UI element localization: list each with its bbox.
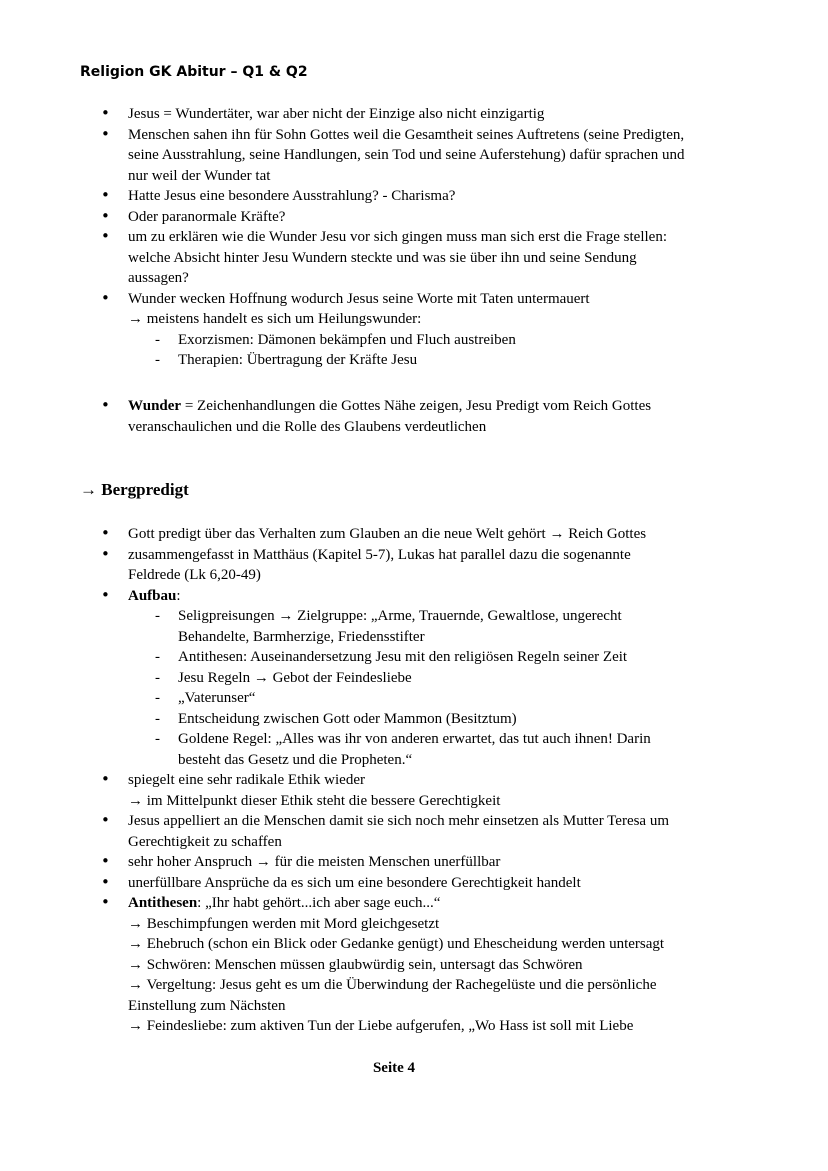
section-heading: → Bergpredigt [80,480,189,499]
list-item-continuation: → meistens handelt es sich um Heilungswunder: [128,311,422,327]
bold-term: Wunder [128,398,182,414]
list-item-continuation: → Beschimpfungen werden mit Mord gleichgesetzt [128,915,440,932]
dash-item: - Therapien: Übertragung der Kräfte Jesu [0,350,828,371]
list-item-continuation: nur weil der Wunder tat [128,167,271,184]
document-header-title: Religion GK Abitur – Q1 & Q2 [80,64,308,80]
list-item-continuation: aussagen? [128,270,189,286]
list-item: • Wunder wecken Hoffnung wodurch Jesus seine Worte mit Taten untermauert [0,289,828,310]
dash-item-continuation: besteht das Gesetz und die Propheten.“ [178,751,413,768]
list-item [0,586,828,607]
dash-item: - Antithesen: Auseinandersetzung Jesu mit den religiösen Regeln seiner Zeit [0,647,828,668]
miracles-list [0,104,828,371]
list-item-continuation: Feldrede (Lk 6,20-49) [128,567,261,583]
dash-item-continuation: Behandelte, Barmherzige, Friedensstifter [178,628,425,645]
dash-item: - „Vaterunser“ [0,688,828,709]
bold-term: Antithesen [128,895,198,911]
list-item [0,396,828,417]
list-item: • sehr hoher Anspruch → für die meisten Menschen unerfüllbar [0,852,828,873]
list-item-continuation: → Ehebruch (schon ein Blick oder Gedanke genügt) und Ehescheidung werden untersagt [128,936,665,952]
definition-text: = Zeichenhandlungen die Gottes Nähe zeigen, Jesu Predigt vom Reich Gottes [181,398,652,414]
list-item-continuation: → im Mittelpunkt dieser Ethik steht die bessere Gerechtigkeit [128,792,501,809]
list-item: • um zu erklären wie die Wunder Jesu vor sich gingen muss man sich erst die Frage stellen: [0,227,828,248]
list-item-continuation: → Feindesliebe: zum aktiven Tun der Liebe aufgerufen, „Wo Hass ist soll mit Liebe [128,1018,634,1034]
dash-item: - Exorzismen: Dämonen bekämpfen und Fluch austreiben [0,330,828,351]
list-item: • Jesus = Wundertäter, war aber nicht der Einzige also nicht einzigartig [0,104,828,125]
list-item-continuation: Gerechtigkeit zu schaffen [128,833,282,850]
dash-item: - Goldene Regel: „Alles was ihr von anderen erwartet, das tut auch ihnen! Darin [0,729,828,750]
list-item-continuation: → Schwören: Menschen müssen glaubwürdig sein, untersagt das Schwören [128,956,583,973]
list-item: • spiegelt eine sehr radikale Ethik wieder [0,770,828,791]
list-item: • Oder paranormale Kräfte? [0,207,828,228]
list-item-continuation: → Vergeltung: Jesus geht es um die Überwindung der Rachegelüste und die persönliche [128,977,657,993]
dash-item: - Entscheidung zwischen Gott oder Mammon (Besitztum) [0,709,828,730]
list-item: • unerfüllbare Ansprüche da es sich um eine besondere Gerechtigkeit handelt [0,873,828,894]
dash-item: - Seligpreisungen → Zielgruppe: „Arme, Trauernde, Gewaltlose, ungerecht [0,606,828,627]
antithesis-quote: : „Ihr habt gehört...ich aber sage euch...“ [197,895,441,911]
dash-item: - Jesu Regeln → Gebot der Feindesliebe [0,668,828,689]
list-item-continuation: veranschaulichen und die Rolle des Glaubens verdeutlichen [128,418,487,435]
bold-term: Aufbau [128,587,177,604]
page-number: Seite 4 [372,1060,416,1076]
list-item: • Hatte Jesus eine besondere Ausstrahlung? - Charisma? [0,186,828,207]
list-item-continuation: seine Ausstrahlung, seine Handlungen, sein Tod und seine Auferstehung) dafür sprachen und [128,147,685,163]
list-item: • Gott predigt über das Verhalten zum Glauben an die neue Welt gehört → Reich Gottes [0,524,828,545]
list-item: • Menschen sahen ihn für Sohn Gottes weil die Gesamtheit seines Auftretens (seine Predigten, [0,125,828,146]
miracles-definition [0,396,828,437]
list-item [0,893,828,914]
list-item: • Jesus appelliert an die Menschen damit sie sich noch mehr einsetzen als Mutter Teresa um [0,811,828,832]
list-item-continuation: welche Absicht hinter Jesu Wundern steckte und was sie über ihn und seine Sendung [128,249,637,266]
sermon-list [0,524,828,1037]
colon-text: : [176,587,181,604]
list-item-continuation: Einstellung zum Nächsten [128,997,286,1014]
list-item: • zusammengefasst in Matthäus (Kapitel 5-7), Lukas hat parallel dazu die sogenannte [0,545,828,566]
